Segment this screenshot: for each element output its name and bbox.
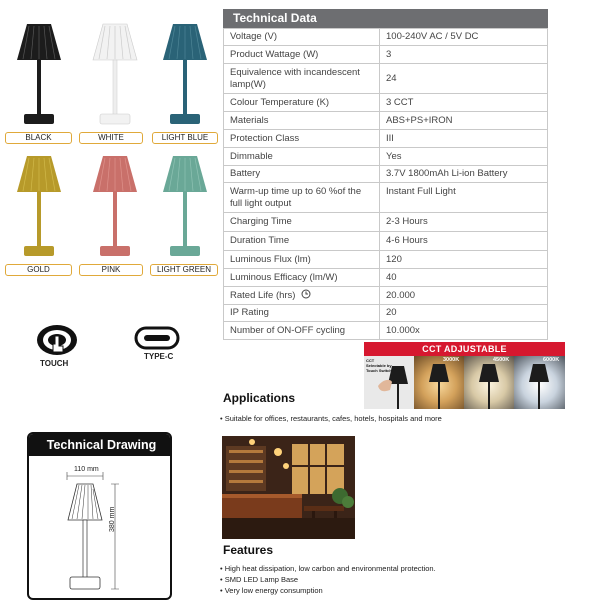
cct-temp-6000: 6000K: [543, 357, 560, 363]
table-row: Product Wattage (W) 3: [224, 46, 548, 64]
lamp-neutral-icon: [464, 356, 514, 409]
table-row: IP Rating 20: [224, 305, 548, 322]
hand-lamp-icon: [364, 356, 414, 409]
lamp-gold: [9, 154, 69, 274]
lamp-label-pink: PINK: [79, 264, 143, 276]
clock-icon: [301, 289, 311, 299]
lamp-black: [9, 22, 69, 142]
list-item: • SMD LED Lamp Base: [220, 575, 299, 584]
list-item: • Suitable for offices, restaurants, cafes, hotels, hospitals and more: [220, 414, 442, 423]
table-row: Materials ABS+PS+IRON: [224, 112, 548, 130]
table-row: Luminous Efficacy (lm/W) 40: [224, 269, 548, 287]
table-row: Voltage (V) 100-240V AC / 5V DC: [224, 29, 548, 46]
lamp-light-blue: [155, 22, 215, 142]
touch-icon: [33, 322, 81, 363]
lamp-pink: [85, 154, 145, 274]
width-dimension-label: 110 mm: [74, 466, 99, 473]
type-c-label: TYPE-C: [144, 352, 174, 361]
table-row: Colour Temperature (K) 3 CCT: [224, 94, 548, 112]
technical-drawing-title: Technical Drawing: [29, 434, 172, 456]
applications-title: Applications: [223, 391, 296, 405]
features-title: Features: [223, 543, 274, 557]
technical-drawing-panel: [27, 432, 172, 600]
table-row: Rated Life (hrs) 20.000: [224, 287, 548, 305]
table-row: Battery 3.7V 1800mAh Li-ion Battery: [224, 166, 548, 183]
lamp-cool-icon: [514, 356, 565, 409]
type-c-icon: [134, 326, 180, 355]
lamp-label-white: WHITE: [79, 132, 143, 144]
restaurant-photo: [222, 436, 355, 539]
lamp-white: [85, 22, 145, 142]
table-row: Number of ON-OFF cycling 10.000x: [224, 322, 548, 340]
lamp-label-light-green: LIGHT GREEN: [150, 264, 218, 276]
table-row: Duration Time 4-6 Hours: [224, 232, 548, 251]
lamp-light-green: [155, 154, 215, 274]
cct-intro-panel: [364, 356, 414, 409]
technical-data-table: [223, 28, 548, 340]
cct-neutral-panel: [464, 356, 514, 409]
cct-title: CCT ADJUSTABLE: [364, 342, 565, 356]
lamp-warm-icon: [414, 356, 464, 409]
cct-cool-panel: [514, 356, 565, 409]
table-row: Dimmable Yes: [224, 148, 548, 166]
cct-temp-4500: 4500K: [493, 357, 510, 363]
table-row: Warm-up time up to 60 %of the full light output Instant Full Light: [224, 183, 548, 213]
table-row: Equivalence with incandescent lamp(W) 24: [224, 64, 548, 94]
cct-banner: [364, 342, 565, 409]
cct-note: CCT Selectable by Touch Switch: [366, 358, 392, 373]
lamp-label-black: BLACK: [5, 132, 72, 144]
lamp-label-light-blue: LIGHT BLUE: [152, 132, 218, 144]
list-item: • High heat dissipation, low carbon and environmental protection.: [220, 564, 436, 573]
lamp-label-gold: GOLD: [5, 264, 72, 276]
lamp-dimension-drawing: [29, 456, 172, 600]
table-row: Protection Class III: [224, 130, 548, 148]
touch-label: TOUCH: [40, 359, 69, 368]
height-dimension-label: 380 mm: [109, 506, 116, 532]
list-item: • Very low energy consumption: [220, 586, 323, 595]
cct-temp-3000: 3000K: [443, 357, 460, 363]
table-row: Luminous Flux (lm) 120: [224, 251, 548, 269]
cct-warm-panel: [414, 356, 464, 409]
technical-data-title: Technical Data: [223, 9, 548, 28]
table-row: Charging Time 2-3 Hours: [224, 213, 548, 232]
